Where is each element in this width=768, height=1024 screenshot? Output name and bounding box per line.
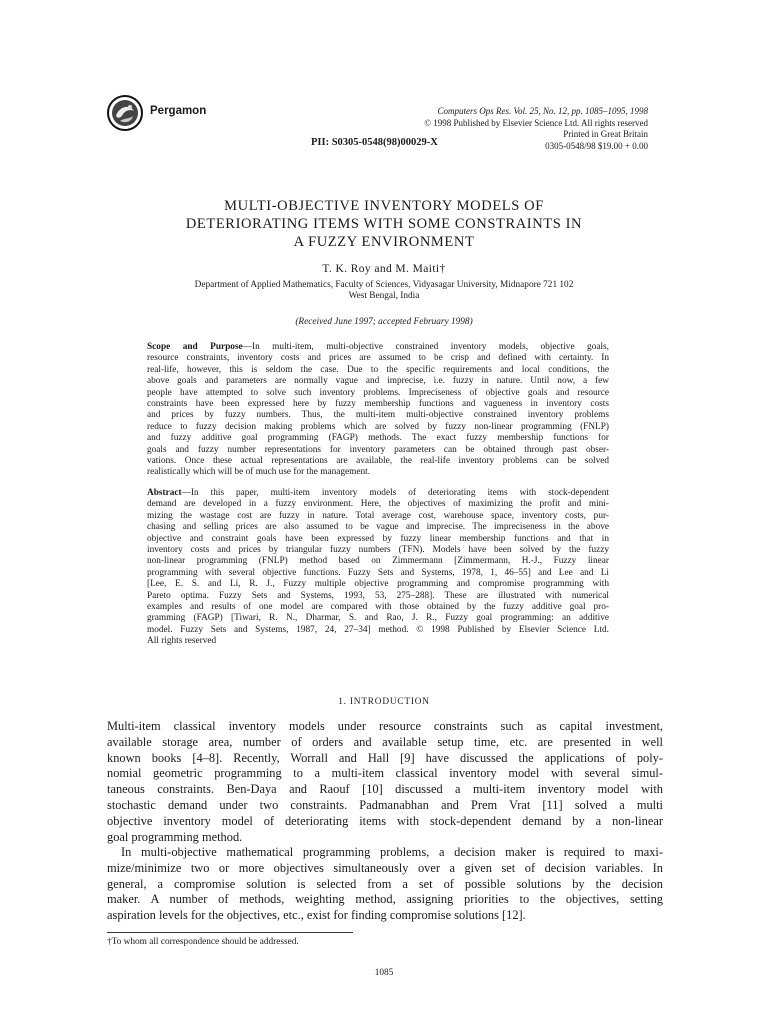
text-line: real-life, however, this is seldom the case. Due to the specific requirements and local conditions, the	[147, 364, 609, 375]
page-number: 1085	[374, 968, 394, 978]
text-line: objective inventory model of deteriorating items with stock-dependent demand by a non-linear	[107, 813, 663, 828]
text-line: constraints have been expressed here by fuzzy membership functions and vagueness in inventory costs	[147, 399, 609, 410]
text-line: In multi-objective mathematical programming problems, a decision maker is required to maxi-	[121, 845, 663, 859]
text-line: examples and results of one model are compared with those obtained by the fuzzy additive goal pro-	[147, 602, 609, 613]
text-line: realistically which will be of much use for the management.	[147, 467, 371, 478]
text-line: mize/minimize two or more objectives simultaneously over a given set of decision variables. In	[107, 860, 663, 875]
text-line: goals and fuzzy number representations for inventory parameters can be obtained through past obser-	[147, 444, 609, 455]
text-line: Scope and Purpose—In multi-item, multi-objective constrained inventory models, objective goals,	[147, 342, 609, 352]
text-line: inventory costs and prices by triangular fuzzy numbers (TFN). Models have been solved by the fuzzy	[147, 545, 609, 556]
journal-info	[424, 106, 648, 152]
text-line: gramming (FAGP) [Tiwari, R. N., Dharmar, S. and Rao, J. R., Fuzzy goal programming: an additive	[147, 613, 609, 624]
text-line: programming with several objective functions. Fuzzy Sets and Systems, 1978, 1, 46–55] and Lee and Li	[147, 567, 609, 578]
text-line: chasing and selling prices are also assumed to be vague and imprecise. The impreciseness in the above	[147, 522, 609, 533]
text-line: demand are developed in a fuzzy environment. Here, the objectives of maximizing the profit and mini-	[147, 499, 609, 510]
text-line: and prices by fuzzy numbers. Thus, the multi-item multi-objective constrained inventory problems	[147, 410, 609, 421]
footnote-rule	[107, 932, 353, 933]
text-line: objective and constraint goals have been expressed by fuzzy linear membership functions and that in	[147, 533, 609, 544]
text-line: known books [4–8]. Recently, Worrall and Hall [9] have discussed the applications of poly-	[107, 750, 663, 765]
title-line: MULTI-OBJECTIVE INVENTORY MODELS OF	[224, 198, 544, 214]
issn-price-line: 0305-0548/98 $19.00 + 0.00	[545, 140, 648, 151]
text-line: nomial geometric programming to a multi-item classical inventory model with several simul-	[107, 766, 663, 781]
intro-paragraph	[107, 719, 663, 845]
text-line: stochastic demand under two constraints. Padmanabhan and Prem Vrat [11] solved a multi	[107, 797, 663, 812]
printed-line: Printed in Great Britain	[563, 129, 648, 139]
affiliation-line: Department of Applied Mathematics, Faculty of Sciences, Vidyasagar University, Midnapore 721 102	[194, 280, 574, 290]
text-line: Abstract—In this paper, multi-item inventory models of deteriorating items with stock-dependent	[147, 488, 609, 498]
text-line: aspiration levels for the objectives, etc., exist for finding compromise solutions [12].	[107, 908, 526, 923]
scope-label: Scope and Purpose	[147, 342, 243, 352]
affiliation	[0, 280, 768, 302]
text-line: and fuzzy additive goal programming (FAGP) methods. The exact fuzzy membership functions for	[147, 433, 609, 444]
text-line: maker. A number of methods, weighting method, assigning priorities to the objectives, setting	[107, 892, 663, 907]
text-line: people have attempted to solve such inventory problems. Impreciseness of objective goals and resource	[147, 387, 609, 398]
text-line: vations. Once these actual representations are available, the real-life inventory problems can be solved	[147, 456, 609, 467]
footnote: †To whom all correspondence should be addressed.	[107, 937, 299, 947]
text-line: model. Fuzzy Sets and Systems, 1987, 24, 27–34] method. © 1998 Published by Elsevier Science Ltd.	[147, 624, 609, 635]
title-line: DETERIORATING ITEMS WITH SOME CONSTRAINTS IN	[185, 216, 583, 232]
publisher-name: Pergamon	[150, 105, 207, 117]
copyright-line: © 1998 Published by Elsevier Science Ltd. All rights reserved	[424, 117, 648, 128]
text-line: Pareto optima. Fuzzy Sets and Systems, 1993, 53, 275–288]. These are illustrated with numerical	[147, 590, 609, 601]
title-line: A FUZZY ENVIRONMENT	[293, 234, 475, 250]
intro-paragraph	[107, 845, 663, 924]
pii-code: PII: S0305-0548(98)00029-X	[311, 137, 438, 148]
paper-title	[0, 197, 768, 251]
publisher-logo	[106, 94, 144, 132]
journal-citation: Computers Ops Res. Vol. 25, No. 12, pp. 1085–1095, 1998	[437, 106, 648, 116]
text-line: general, a compromise solution is selected from a set of possible solutions by the decision	[107, 876, 663, 891]
abstract	[147, 488, 609, 648]
section-heading: 1. INTRODUCTION	[338, 697, 430, 707]
text-line: Multi-item classical inventory models under resource constraints such as capital investment,	[107, 719, 663, 733]
text-line: non-linear programming (FNLP) method based on Zimmermann [Zimmermann, H.-J., Fuzzy linear	[147, 556, 609, 567]
abstract-label: Abstract	[147, 488, 182, 498]
text-line: taneous constraints. Ben-Daya and Raouf [10] discussed a multi-item inventory model with	[107, 782, 663, 797]
affiliation-line: West Bengal, India	[348, 291, 420, 302]
text-line: [Lee, E. S. and Li, R. J., Fuzzy multiple objective programming and compromise programming with	[147, 579, 609, 590]
text-line: All rights reserved	[147, 636, 217, 647]
received-dates: (Received June 1997; accepted February 1998)	[295, 317, 473, 327]
text-line: available storage area, number of orders and available setup time, etc. are presented in well	[107, 734, 663, 749]
text-line: reduce to fuzzy decision making problems which are solved by fuzzy non-linear programming (FNLP)	[147, 421, 609, 432]
text-line: goal programming method.	[107, 829, 243, 844]
authors: T. K. Roy and M. Maiti†	[322, 263, 446, 275]
text-line: resource constraints, inventory costs and prices are assumed to be crisp and defined with certainty. In	[147, 353, 609, 364]
scope-and-purpose	[147, 342, 609, 479]
text-line: mizing the wastage cost are fuzzy in nature. Total average cost, warehouse space, inventory costs, pur-	[147, 510, 609, 521]
text-line: above goals and parameters are normally vague and imprecise, i.e. fuzzy in nature. Until now, a few	[147, 376, 609, 387]
